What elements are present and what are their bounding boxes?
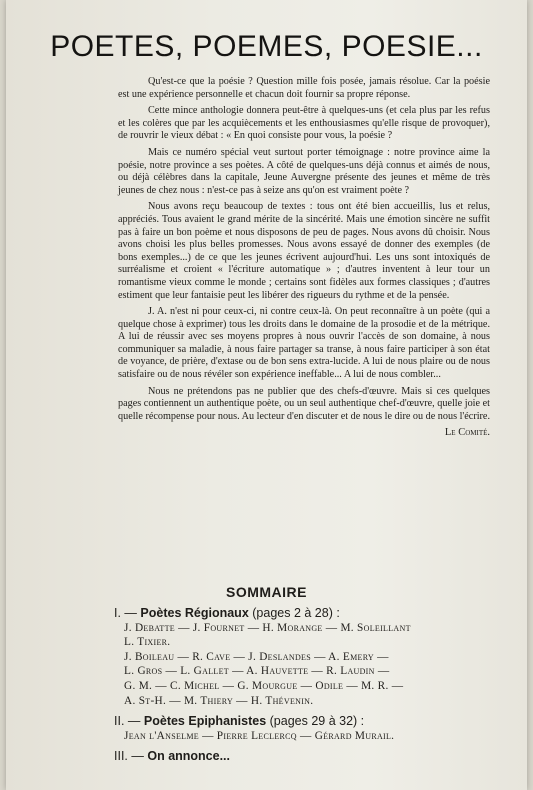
section-number: I. —	[114, 606, 137, 620]
section-name: Poètes Régionaux	[140, 606, 249, 620]
section-pages: (pages 29 à 32) :	[266, 714, 365, 729]
poet-line: J. Debatte — J. Fournet — H. Morange — M. Soleillant	[124, 621, 411, 634]
poet-line: L. Tixier.	[124, 636, 171, 649]
section-heading	[114, 714, 496, 729]
poet-line: A. St-H. — M. Thiery — H. Thévenin.	[124, 694, 314, 707]
section-name: Poètes Epiphanistes	[143, 714, 267, 729]
poet-line: J. Boileau — R. Cave — J. Deslandes — A. Emery —	[124, 650, 389, 663]
section-heading	[114, 749, 496, 764]
paragraph: Nous ne prétendons pas ne publier que des chefs-d'œuvre. Mais si ces quelques pages contiennent un authentique poète, ou un seul authentique chef-d'œuvre, quelle joie et quelle récompense pour nous. Au lecteur d'en discuter et de nous le dire ou de nous l'écrire.	[118, 385, 490, 422]
page-title: POETES, POEMES, POESIE...	[50, 30, 483, 63]
signature: Le Comité.	[444, 427, 490, 439]
section-name: On annonce...	[147, 749, 231, 764]
section-heading	[114, 606, 496, 621]
document-page	[6, 0, 527, 790]
paragraph: Cette mince anthologie donnera peut-être à quelques-uns (et cela plus par les refus et les colères que par les acquiècements et les enthousiasmes qu'elle risque de provoquer), de rouvrir le vieux débat : « En quoi consiste pour vous, la poésie ?	[118, 105, 490, 142]
section-pages: (pages 2 à 28) :	[248, 606, 340, 620]
sommaire-list	[114, 606, 496, 764]
poet-line: G. M. — C. Michel — G. Mourgue — Odile — M. R. —	[124, 679, 404, 692]
poet-list	[124, 621, 496, 709]
paragraph: Qu'est-ce que la poésie ? Question mille fois posée, jamais résolue. Car la poésie est une expérience personnelle et chacun doit fournir sa propre réponse.	[118, 76, 490, 100]
paragraph: Nous avons reçu beaucoup de textes : tous ont été bien accueillis, lus et relus, appréciés. Tous avaient le grand mérite de la sincérité. Mais une émotion sincère ne suffit pas à faire un bon poème et nous disposons de peu de pages. Nous avons dû choisir. Nous avons choisi les plus belles promesses. Nous avons essayé de donner des exemples (de bons exemples...) de ce que les jeunes écrivent aujourd'hui. Les uns sont intoxiqués de surréalisme et croient « l'écriture automatique » ; d'autres inventent à leur tour un romantisme vieux comme le monde ; certains sont fidèles aux formes classiques ; d'autres estiment que leur fantaisie peut les libérer des rigueurs du rythme et de la pensée.	[118, 201, 490, 301]
poet-line: L. Gros — L. Gallet — A. Hauvette — R. Laudin —	[124, 665, 390, 678]
section-number: III. —	[114, 749, 144, 764]
poet-line: Jean l'Anselme — Pierre Leclercq — Gérard Murail.	[124, 729, 395, 742]
paragraph: Mais ce numéro spécial veut surtout porter témoignage : notre province aime la poésie, notre province a ses poètes. A côté de quelques-uns déjà connus et aimés de nous, ou déjà célèbres dans la capitale, Jeune Auvergne présente des jeunes et même de très jeunes de chez nous : n'est-ce pas à seize ans qu'on est vraiment poète ?	[118, 146, 490, 196]
poet-list	[124, 729, 496, 744]
sommaire-title: SOMMAIRE	[226, 584, 307, 600]
intro-text	[118, 76, 490, 440]
paragraph: J. A. n'est ni pour ceux-ci, ni contre ceux-là. On peut reconnaître à un poète (qui a quelque chose à exprimer) tous les droits dans le domaine de la prosodie et de la métrique. A lui de réussir avec ses moyens propres à nous ouvrir l'accès de son domaine, à nous communiquer sa maladie, à nous faire partager sa transe, à nous faire participer à son état de voyance, de prière, d'extase ou de bon sens extra-lucide. A lui de nous plaire ou de nous satisfaire ou de nous révéler son expérience ineffable... A lui de nous combler...	[118, 306, 490, 381]
section-number: II. —	[114, 714, 141, 729]
